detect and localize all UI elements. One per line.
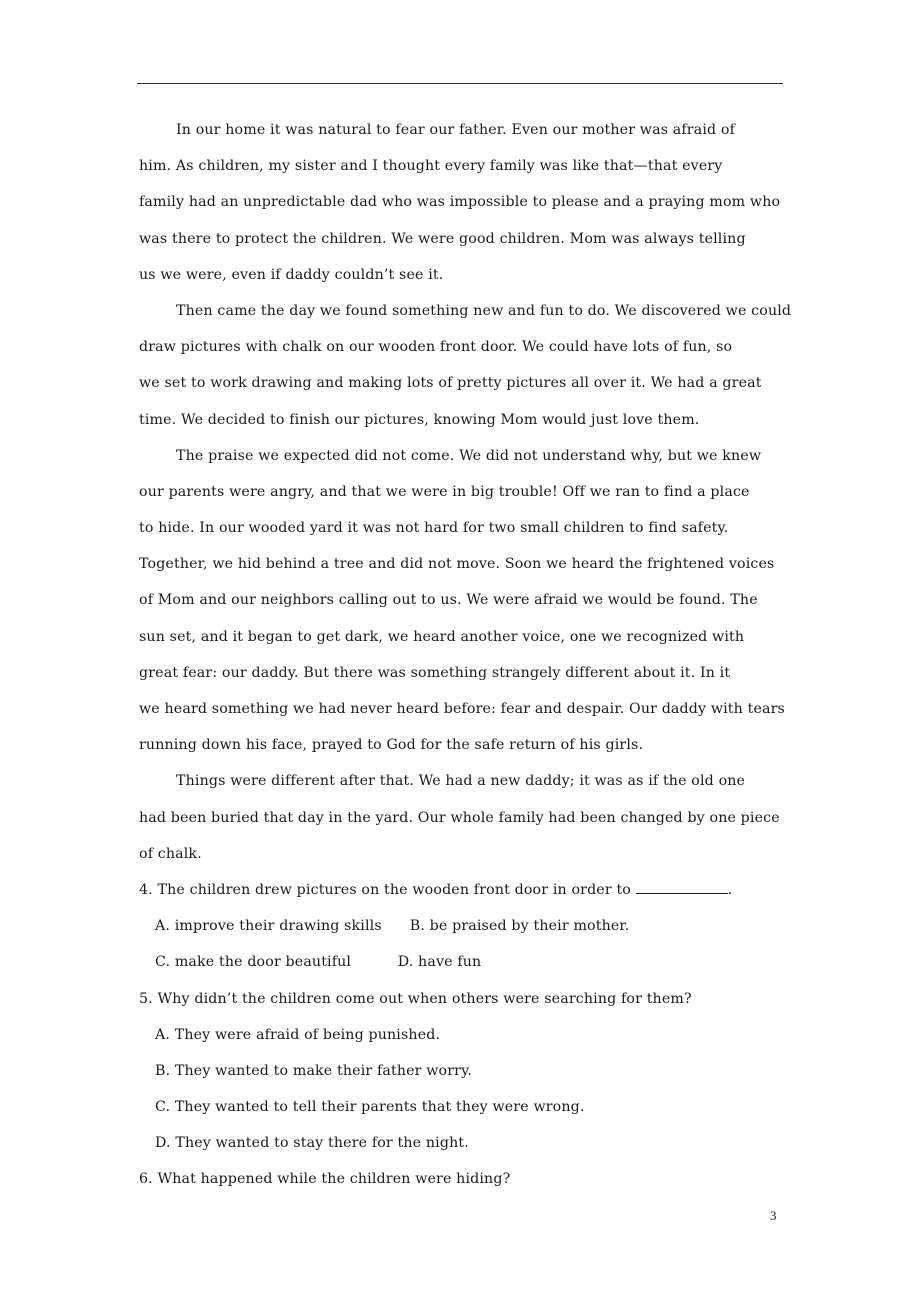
text-line: In our home it was natural to fear our father. Even our mother was afraid of — [176, 122, 736, 138]
text-line: of chalk. — [139, 845, 202, 862]
text-line: of Mom and our neighbors calling out to us. We were afraid we would be found. The — [139, 592, 758, 609]
text-line: Then came the day we found something new and fun to do. We discovered we could — [176, 302, 792, 319]
text-line: sun set, and it began to get dark, we heard another voice, one we recognized with — [139, 628, 745, 645]
text-line: Things were different after that. We had a new daddy; it was as if the old one — [176, 773, 746, 790]
header-rule — [137, 83, 783, 84]
text-line: had been buried that day in the yard. Our whole family had been changed by one piece — [139, 809, 780, 826]
text-line: we set to work drawing and making lots of pretty pictures all over it. We had a great — [139, 375, 762, 392]
question-6 — [139, 1161, 819, 1197]
question-5 — [139, 981, 819, 1162]
option-row: A. improve their drawing skills B. be praised by their mother. — [155, 918, 630, 935]
text-line: our parents were angry, and that we were in big trouble! Off we ran to find a place — [139, 483, 750, 500]
option-b: B. They wanted to make their father worry. — [155, 1062, 473, 1079]
text-line: was there to protect the children. We were good children. Mom was always telling — [139, 230, 746, 247]
answer-blank — [636, 879, 728, 894]
text-line: The praise we expected did not come. We did not understand why, but we knew — [176, 447, 762, 464]
text-line: time. We decided to finish our pictures, knowing Mom would just love them. — [139, 411, 700, 428]
option-row: C. make the door beautiful D. have fun — [155, 954, 482, 971]
option-c: C. They wanted to tell their parents that they were wrong. — [155, 1099, 585, 1116]
text-line: us we were, even if daddy couldn’t see it. — [139, 266, 444, 283]
text-line: great fear: our daddy. But there was something strangely different about it. In it — [139, 664, 731, 681]
document-body — [139, 112, 819, 1198]
option-a: A. They were afraid of being punished. — [155, 1026, 441, 1043]
question-4 — [139, 872, 819, 981]
paragraph-4 — [139, 763, 819, 872]
paragraph-1 — [139, 112, 819, 293]
text-line: draw pictures with chalk on our wooden front door. We could have lots of fun, so — [139, 339, 733, 356]
question-stem: 5. Why didn’t the children come out when others were searching for them? — [139, 990, 692, 1007]
paragraph-3 — [139, 438, 819, 764]
text-line: to hide. In our wooded yard it was not hard for two small children to find safety. — [139, 520, 729, 537]
text-line: running down his face, prayed to God for the safe return of his girls. — [139, 737, 644, 754]
text-line: him. As children, my sister and I thought every family was like that—that every — [139, 158, 723, 175]
text-line: family had an unpredictable dad who was impossible to please and a praying mom who — [139, 194, 781, 211]
text-line: we heard something we had never heard before: fear and despair. Our daddy with tears — [139, 701, 785, 717]
page-number: 3 — [770, 1208, 777, 1223]
paragraph-2 — [139, 293, 819, 438]
text-line: Together, we hid behind a tree and did not move. Soon we heard the frightened voices — [139, 556, 775, 573]
question-stem: 4. The children drew pictures on the wooden front door in order to . — [139, 872, 819, 908]
question-stem: 6. What happened while the children were hiding? — [139, 1171, 511, 1188]
option-d: D. They wanted to stay there for the night. — [155, 1135, 469, 1152]
